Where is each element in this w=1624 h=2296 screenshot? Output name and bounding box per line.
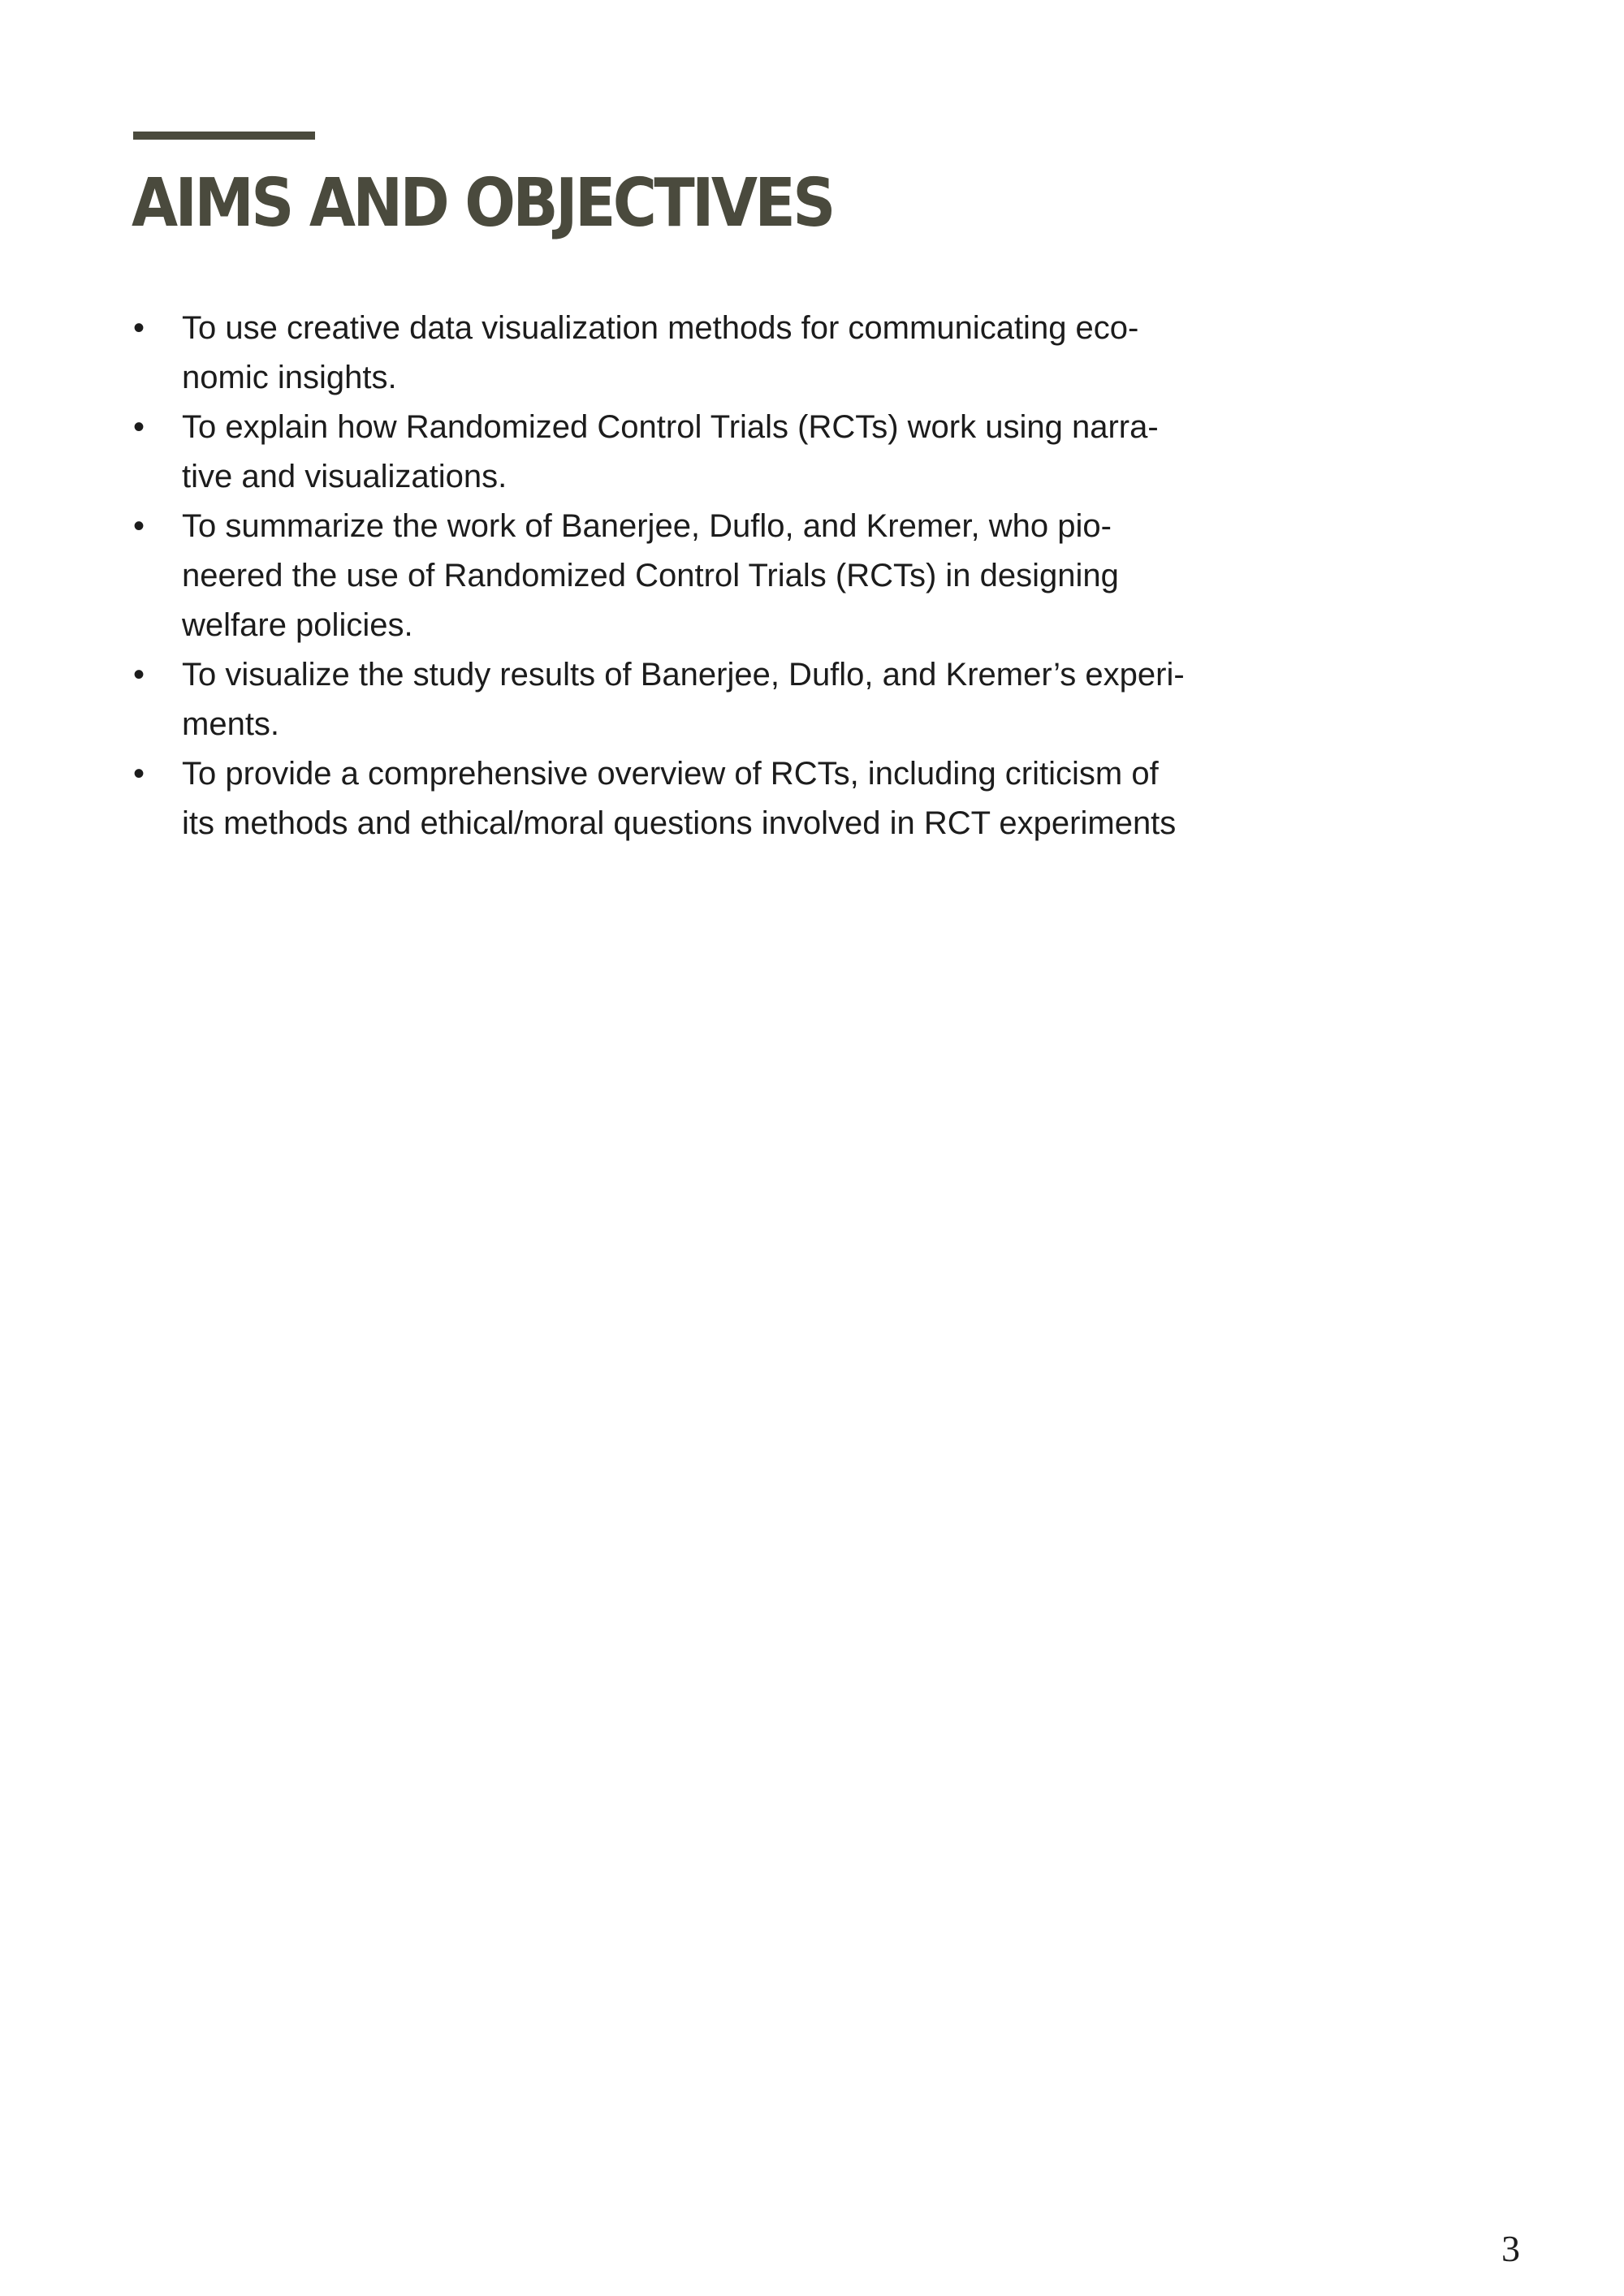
objective-line: To explain how Randomized Control Trials (RCTs) work using narra- [182,409,1159,445]
objective-line: ments. [182,706,280,742]
bullet-icon: • [133,657,145,693]
objective-item [130,304,1267,403]
objective-line: To use creative data visualization methods for communicating eco- [182,310,1139,346]
objective-line: its methods and ethical/moral questions involved in RCT experiments [182,805,1177,841]
objective-line: welfare policies. [182,607,413,643]
objective-item [130,502,1267,650]
page-number: 3 [1501,2228,1520,2269]
bullet-icon: • [133,310,145,346]
section-heading: AIMS AND OBJECTIVES [132,165,833,242]
objective-line: nomic insights. [182,360,397,395]
objective-line: tive and visualizations. [182,459,508,494]
objective-item [130,403,1267,502]
objective-line: neered the use of Randomized Control Trials (RCTs) in designing [182,558,1119,593]
bullet-icon: • [133,409,145,445]
heading-accent-rule [133,132,315,140]
objective-line: To provide a comprehensive overview of RCTs, including criticism of [182,756,1159,792]
objective-item [130,749,1267,848]
objectives-list [130,304,1267,848]
objective-item [130,650,1267,749]
objective-line: To summarize the work of Banerjee, Duflo, and Kremer, who pio- [182,508,1112,544]
objective-line: To visualize the study results of Banerjee, Duflo, and Kremer’s experi- [182,657,1185,693]
bullet-icon: • [133,756,145,792]
bullet-icon: • [133,508,145,544]
